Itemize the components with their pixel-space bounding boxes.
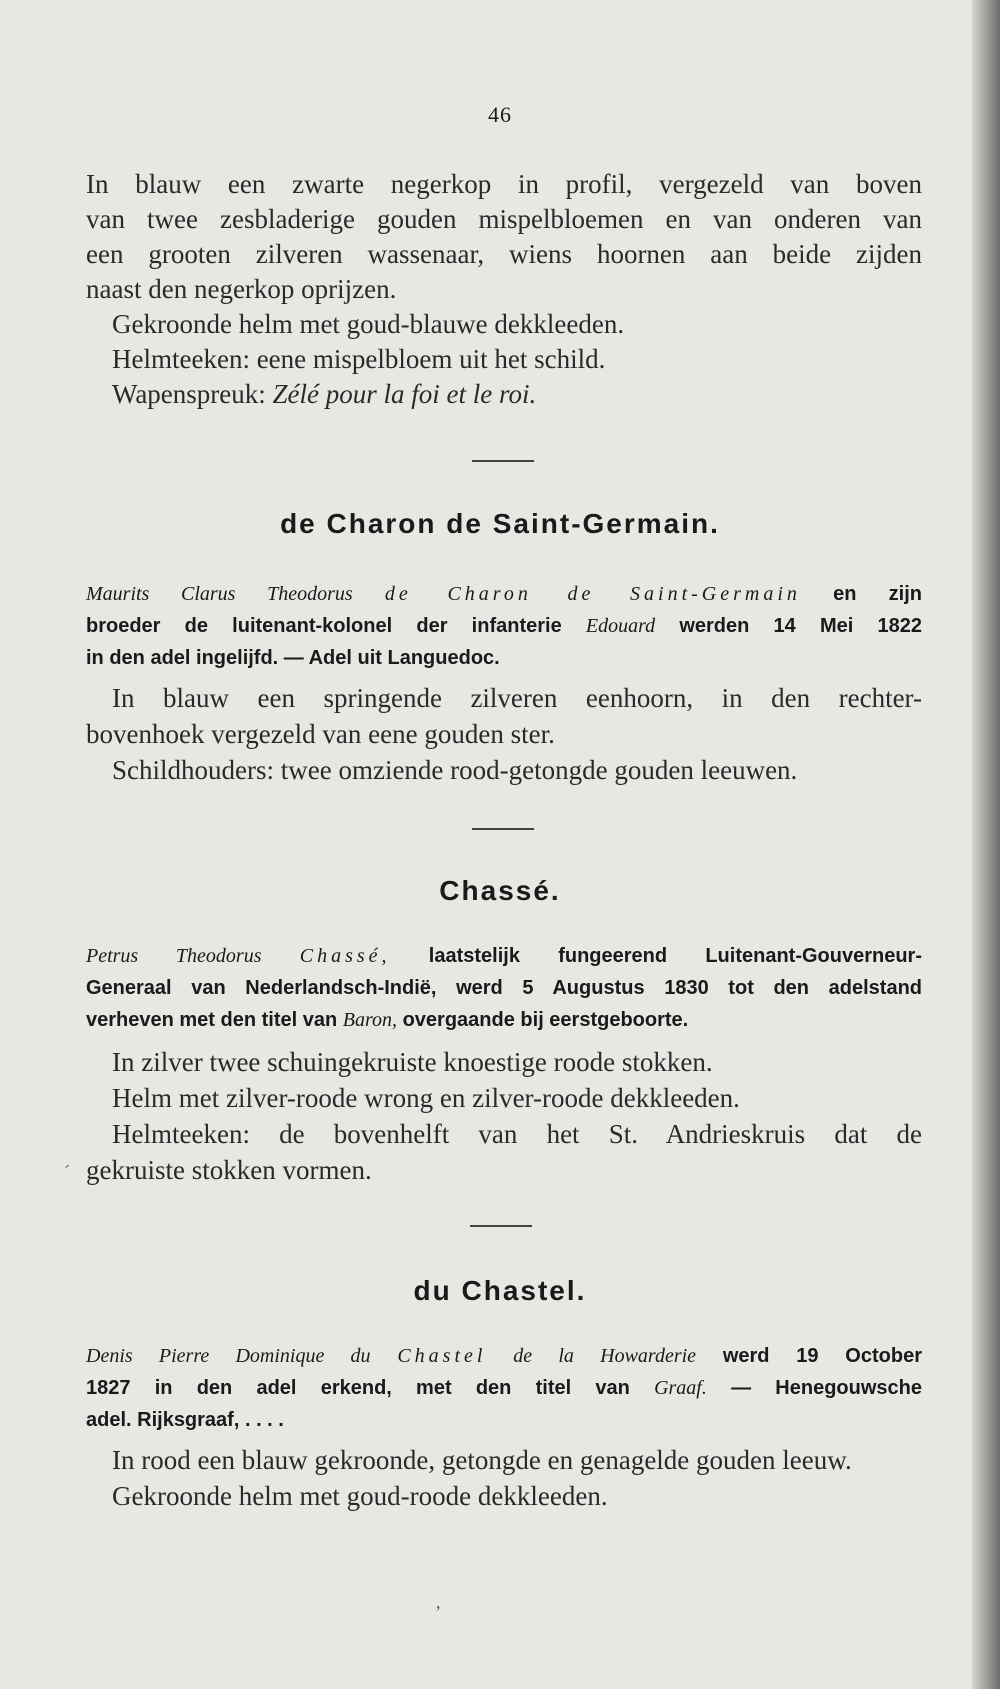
- bio-line: [86, 1372, 922, 1404]
- text-line: Helm met zilver-roode wrong en zilver-roode dekkleeden.: [112, 1083, 740, 1113]
- bio-line: [86, 1340, 922, 1372]
- text-line: In rood een blauw gekroonde, getongde en genagelde gouden leeuw.: [112, 1445, 852, 1475]
- bio-line: [86, 940, 922, 972]
- text-line: bovenhoek vergezeld van eene gouden ster.: [86, 719, 555, 749]
- text-line: Schildhouders: twee omziende rood-getongde gouden leeuwen.: [112, 755, 798, 785]
- motto-text: Zélé pour la foi et le roi.: [272, 379, 537, 409]
- section-heading: du Chastel.: [413, 1275, 587, 1306]
- given-names: Petrus Theodorus: [86, 945, 262, 967]
- bio-text: overgaande bij eerstgeboorte.: [402, 1009, 689, 1031]
- text-line: Helmteeken: eene mispelbloem uit het schild.: [112, 344, 606, 374]
- title-name: Graaf.: [654, 1377, 707, 1399]
- motto-label: Wapenspreuk:: [112, 379, 266, 409]
- title-name: Baron,: [342, 1009, 398, 1031]
- bio-text: werd 19 October: [722, 1345, 922, 1367]
- bio-text: werden 14 Mei 1822: [679, 615, 922, 637]
- given-names: Maurits Clarus Theodorus: [86, 583, 353, 605]
- text-line: een grooten zilveren wassenaar, wiens hoornen aan beide zijden: [86, 239, 922, 269]
- bio-text: — Henegouwsche: [731, 1377, 922, 1399]
- section-divider: [470, 1225, 532, 1227]
- section-heading: Chassé.: [439, 875, 561, 906]
- bio-line: in den adel ingelijfd. — Adel uit Languedoc.: [86, 647, 500, 669]
- surname: Chassé,: [299, 945, 391, 967]
- section-divider: [472, 828, 534, 830]
- bio-line: [86, 578, 922, 610]
- bio-line: adel. Rijksgraaf, . . . .: [86, 1409, 284, 1431]
- text-line: Gekroonde helm met goud-roode dekkleeden.: [112, 1481, 608, 1511]
- page-number: 46: [488, 102, 512, 127]
- bio-text: broeder de luitenant-kolonel der infanterie: [86, 615, 562, 637]
- person-name: Edouard: [585, 615, 656, 637]
- text-line: Helmteeken: de bovenhelft van het St. Andrieskruis dat de: [112, 1119, 922, 1149]
- bio-text: 1827 in den adel erkend, met den titel van: [86, 1377, 630, 1399]
- surname: de Charon de Saint-Germain: [384, 583, 801, 605]
- bio-line: [86, 1004, 922, 1036]
- motto-line: [86, 378, 922, 410]
- text-line: gekruiste stokken vormen.: [86, 1155, 372, 1185]
- bio-line: Generaal van Nederlandsch-Indië, werd 5 Augustus 1830 tot den adelstand: [86, 977, 922, 999]
- section-heading: de Charon de Saint-Germain.: [280, 508, 720, 539]
- bio-line: [86, 610, 922, 642]
- page-edge: [972, 0, 1000, 1689]
- text-line: In zilver twee schuingekruiste knoestige roode stokken.: [112, 1047, 713, 1077]
- text-line: naast den negerkop oprijzen.: [86, 274, 397, 304]
- section-divider: [472, 460, 534, 462]
- given-names: Denis Pierre Dominique du: [86, 1345, 371, 1367]
- bio-text: en zijn: [833, 583, 922, 605]
- bio-text: laatstelijk fungeerend Luitenant-Gouverneur-: [428, 945, 922, 967]
- surname: Chastel: [397, 1345, 487, 1367]
- text-line: In blauw een zwarte negerkop in profil, vergezeld van boven: [86, 169, 922, 199]
- surname-rest: de la Howarderie: [513, 1345, 697, 1367]
- margin-mark: ,: [436, 1592, 441, 1612]
- text-line: In blauw een springende zilveren eenhoorn, in den rechter-: [112, 683, 922, 713]
- text-line: van twee zesbladerige gouden mispelbloemen en van onderen van: [86, 204, 922, 234]
- text-line: Gekroonde helm met goud-blauwe dekkleeden.: [112, 309, 625, 339]
- margin-mark: ´: [64, 1162, 70, 1182]
- bio-text: verheven met den titel van: [86, 1009, 338, 1031]
